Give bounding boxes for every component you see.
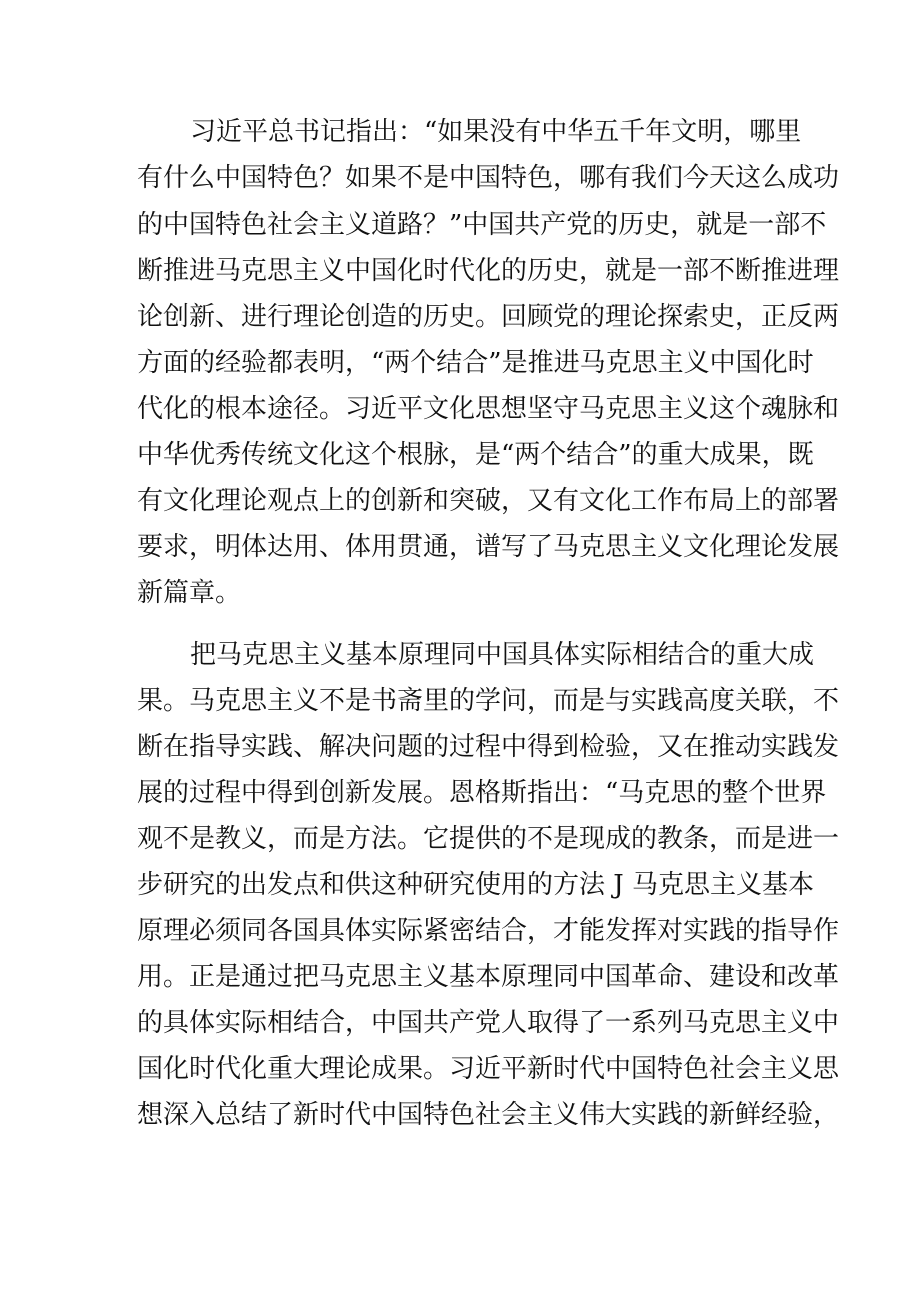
text-line: 新篇章。: [137, 578, 242, 608]
text-line: 要求，明体达用、体用贯通，谱写了马克思主义文化理论发展: [137, 532, 840, 562]
text-line: 观不是教义，而是方法。它提供的不是现成的教条，而是进一: [137, 824, 840, 854]
text-line: 想深入总结了新时代中国特色社会主义伟大实践的新鲜经验，: [137, 1100, 840, 1130]
text-line: 习近平总书记指出：“如果没有中华五千年文明，哪里: [190, 117, 802, 147]
text-line: 有什么中国特色？如果不是中国特色，哪有我们今天这么成功: [137, 163, 840, 193]
text-line: 的中国特色社会主义道路？”中国共产党的历史，就是一部不: [137, 210, 827, 240]
text-line: 断在指导实践、解决问题的过程中得到检验，又在推动实践发: [137, 732, 840, 762]
text-line: 论创新、进行理论创造的历史。回顾党的理论探索史，正反两: [137, 302, 840, 332]
text-line: 果。马克思主义不是书斋里的学问，而是与实践高度关联，不: [137, 686, 840, 716]
text-line: 国化时代化重大理论成果。习近平新时代中国特色社会主义思: [137, 1054, 840, 1084]
text-line: 展的过程中得到创新发展。恩格斯指出：“马克思的整个世界: [137, 778, 827, 808]
text-line: 方面的经验都表明，“两个结合”是推进马克思主义中国化时: [137, 348, 814, 378]
text-line: 把马克思主义基本原理同中国具体实际相结合的重大成: [190, 640, 815, 670]
text-line: 断推进马克思主义中国化时代化的历史，就是一部不断推进理: [137, 256, 840, 286]
text-line: 代化的根本途径。习近平文化思想坚守马克思主义这个魂脉和: [137, 394, 840, 424]
text-line: 中华优秀传统文化这个根脉，是“两个结合”的重大成果，既: [137, 440, 814, 470]
text-line: 原理必须同各国具体实际紧密结合，才能发挥对实践的指导作: [137, 916, 840, 946]
text-line: 步研究的出发点和供这种研究使用的方法 J 马克思主义基本: [137, 870, 814, 900]
text-line: 的具体实际相结合，中国共产党人取得了一系列马克思主义中: [137, 1008, 840, 1038]
text-line: 有文化理论观点上的创新和突破，又有文化工作布局上的部署: [137, 486, 840, 516]
text-line: 用。正是通过把马克思主义基本原理同中国革命、建设和改革: [137, 962, 840, 992]
